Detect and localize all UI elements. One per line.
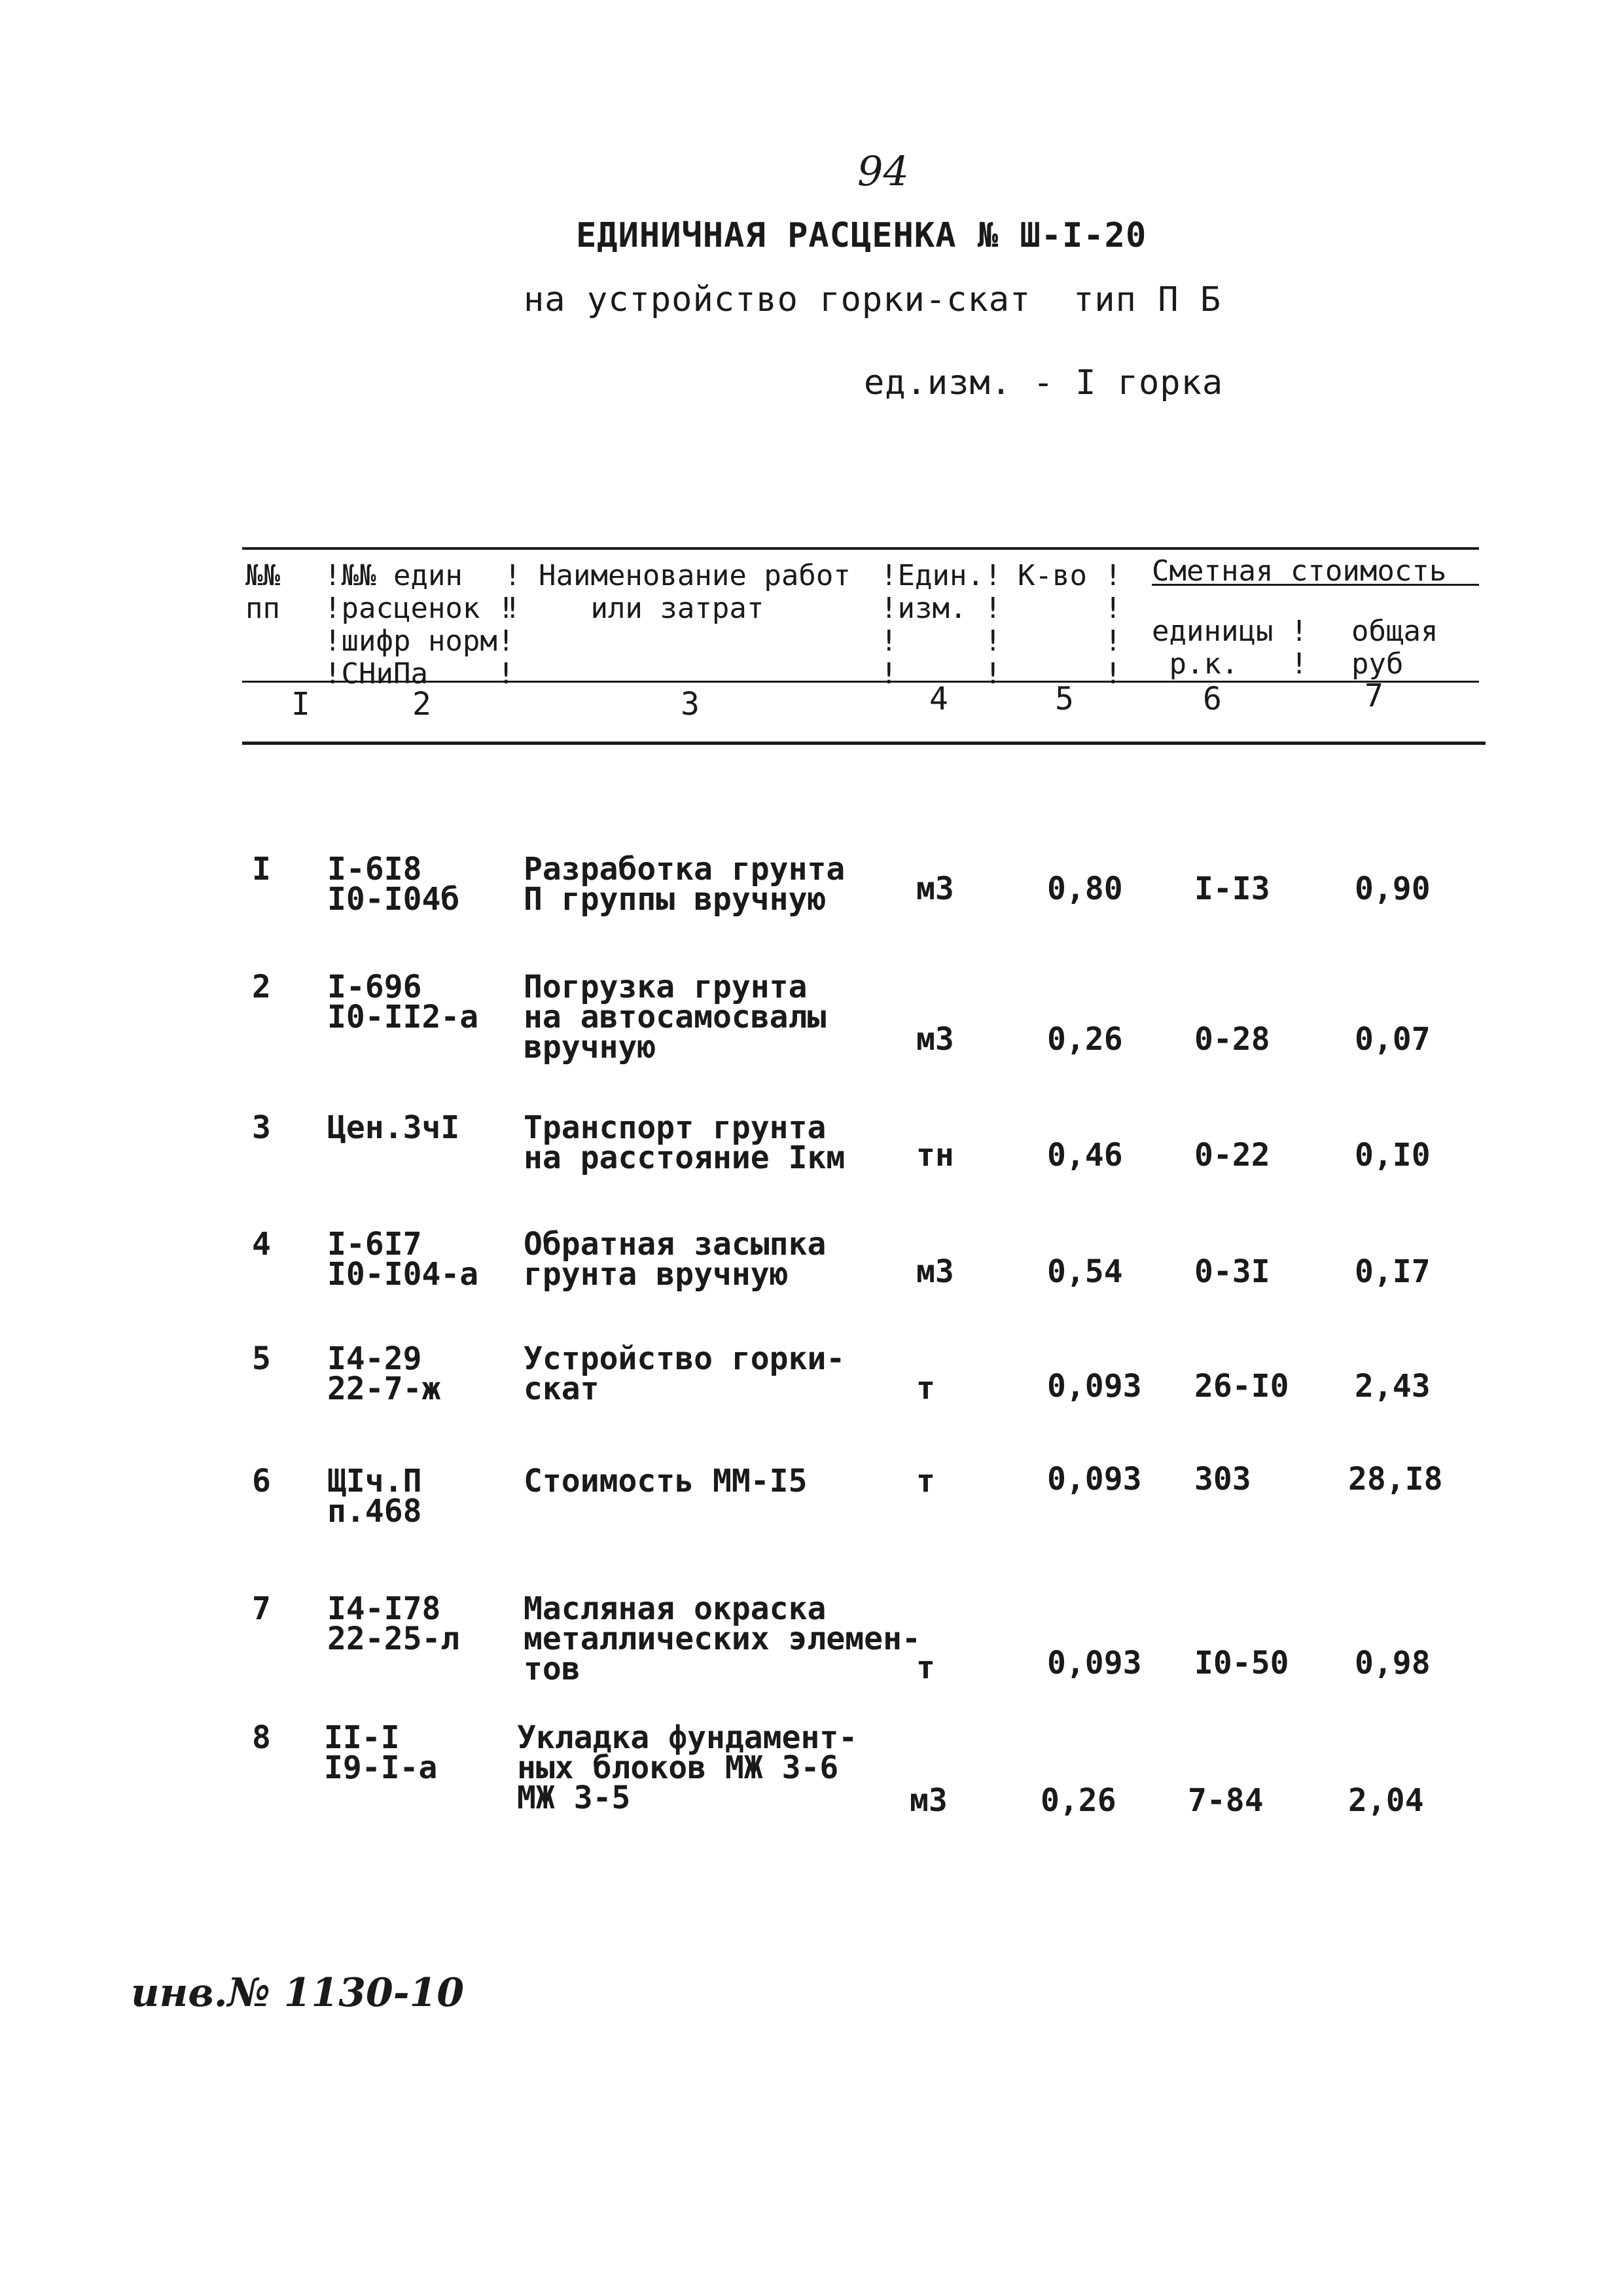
row-4-total: 0,I7 xyxy=(1355,1253,1431,1290)
row-6-total: 28,I8 xyxy=(1348,1461,1443,1498)
header-total-cost: общая руб xyxy=(1351,615,1438,681)
row-6-name: Стоимость ММ-I5 xyxy=(524,1463,808,1499)
document-subtitle: на устройство горки-скат тип П Б xyxy=(524,280,1222,319)
row-4-unit: м3 xyxy=(916,1253,954,1290)
header-row-number: №№ пп xyxy=(245,559,280,625)
row-1-total: 0,90 xyxy=(1355,870,1431,907)
row-5-unit: т xyxy=(916,1370,935,1407)
row-4-code: I-6I7 I0-I04-а xyxy=(327,1226,479,1293)
row-7-number: 7 xyxy=(252,1590,271,1627)
row-2-total: 0,07 xyxy=(1355,1021,1431,1058)
row-3-name: Транспорт грунта на расстояние Iкм xyxy=(524,1109,846,1176)
row-5-total: 2,43 xyxy=(1355,1368,1431,1405)
row-7-name: Масляная окраска металлических элемен- тов xyxy=(524,1590,921,1687)
row-6-number: 6 xyxy=(252,1463,271,1499)
column-numbers-rule xyxy=(242,742,1486,745)
row-6-code: ЩIч.П п.468 xyxy=(327,1463,422,1530)
row-7-unit-price: I0-50 xyxy=(1194,1645,1289,1681)
row-1-name: Разработка грунта П группы вручную xyxy=(524,851,846,918)
header-quantity: К-во ! ! ! ! xyxy=(1018,559,1122,691)
row-8-code: II-I I9-I-а xyxy=(324,1719,438,1786)
header-estimated-cost: Сметная стоимость xyxy=(1152,554,1447,588)
column-number-1: I xyxy=(291,686,310,723)
row-8-total: 2,04 xyxy=(1348,1782,1424,1819)
row-4-unit-price: 0-3I xyxy=(1194,1253,1270,1290)
row-7-total: 0,98 xyxy=(1355,1645,1431,1681)
row-7-quantity: 0,093 xyxy=(1047,1645,1142,1681)
row-8-name: Укладка фундамент- ных блоков МЖ 3-6 МЖ 3-5 xyxy=(517,1719,858,1816)
row-2-unit-price: 0-28 xyxy=(1194,1021,1270,1058)
row-2-code: I-696 I0-II2-а xyxy=(327,969,479,1035)
row-8-unit-price: 7-84 xyxy=(1188,1782,1264,1819)
row-3-quantity: 0,46 xyxy=(1047,1137,1123,1174)
unit-of-measure-line: ед.изм. - I горка xyxy=(864,363,1224,403)
row-2-number: 2 xyxy=(252,969,271,1005)
row-5-code: I4-29 22-7-ж xyxy=(327,1340,441,1407)
row-1-quantity: 0,80 xyxy=(1047,870,1123,907)
row-4-number: 4 xyxy=(252,1226,271,1263)
row-5-name: Устройство горки- скат xyxy=(524,1340,846,1407)
row-1-code: I-6I8 I0-I04б xyxy=(327,851,460,918)
header-unit-cost: единицы ! р.к. ! xyxy=(1152,615,1308,681)
row-5-number: 5 xyxy=(252,1340,271,1377)
row-3-unit: тн xyxy=(916,1137,954,1174)
row-2-name: Погрузка грунта на автосамосвалы вручную xyxy=(524,969,827,1066)
table-top-rule xyxy=(242,547,1479,550)
row-8-quantity: 0,26 xyxy=(1041,1782,1116,1819)
row-3-code: Цен.3чI xyxy=(327,1109,460,1146)
row-6-unit-price: 303 xyxy=(1194,1461,1251,1498)
header-rate-code: !№№ един !расценок ! !шифр норм! !СНиПа ! xyxy=(324,559,515,691)
row-7-code: I4-I78 22-25-л xyxy=(327,1590,460,1657)
column-number-4: 4 xyxy=(929,681,948,717)
document-title: ЕДИНИЧНАЯ РАСЦЕНКА № Ш-I-20 xyxy=(576,216,1147,255)
row-1-number: I xyxy=(252,851,271,888)
inventory-number-mark: инв.№ 1130-10 xyxy=(131,1970,465,2016)
column-number-5: 5 xyxy=(1055,681,1074,717)
header-work-name: ! Наименование работ ! или затрат xyxy=(504,559,851,625)
column-number-3: 3 xyxy=(681,686,700,723)
column-number-7: 7 xyxy=(1364,677,1383,714)
page-number: 94 xyxy=(857,147,909,195)
row-8-unit: м3 xyxy=(910,1782,948,1819)
row-4-quantity: 0,54 xyxy=(1047,1253,1123,1290)
row-7-unit: т xyxy=(916,1649,935,1686)
row-4-name: Обратная засыпка грунта вручную xyxy=(524,1226,827,1293)
row-3-total: 0,I0 xyxy=(1355,1137,1431,1174)
row-6-unit: т xyxy=(916,1463,935,1499)
row-6-quantity: 0,093 xyxy=(1047,1461,1142,1498)
header-unit: !Един.! !изм. ! ! ! ! ! xyxy=(880,559,1002,691)
row-8-number: 8 xyxy=(252,1719,271,1756)
row-1-unit-price: I-I3 xyxy=(1194,870,1270,907)
column-number-6: 6 xyxy=(1203,681,1222,717)
column-number-2: 2 xyxy=(412,686,431,723)
row-3-unit-price: 0-22 xyxy=(1194,1137,1270,1174)
row-1-unit: м3 xyxy=(916,870,954,907)
row-2-quantity: 0,26 xyxy=(1047,1021,1123,1058)
row-5-unit-price: 26-I0 xyxy=(1194,1368,1289,1405)
row-3-number: 3 xyxy=(252,1109,271,1146)
row-5-quantity: 0,093 xyxy=(1047,1368,1142,1405)
row-2-unit: м3 xyxy=(916,1021,954,1058)
